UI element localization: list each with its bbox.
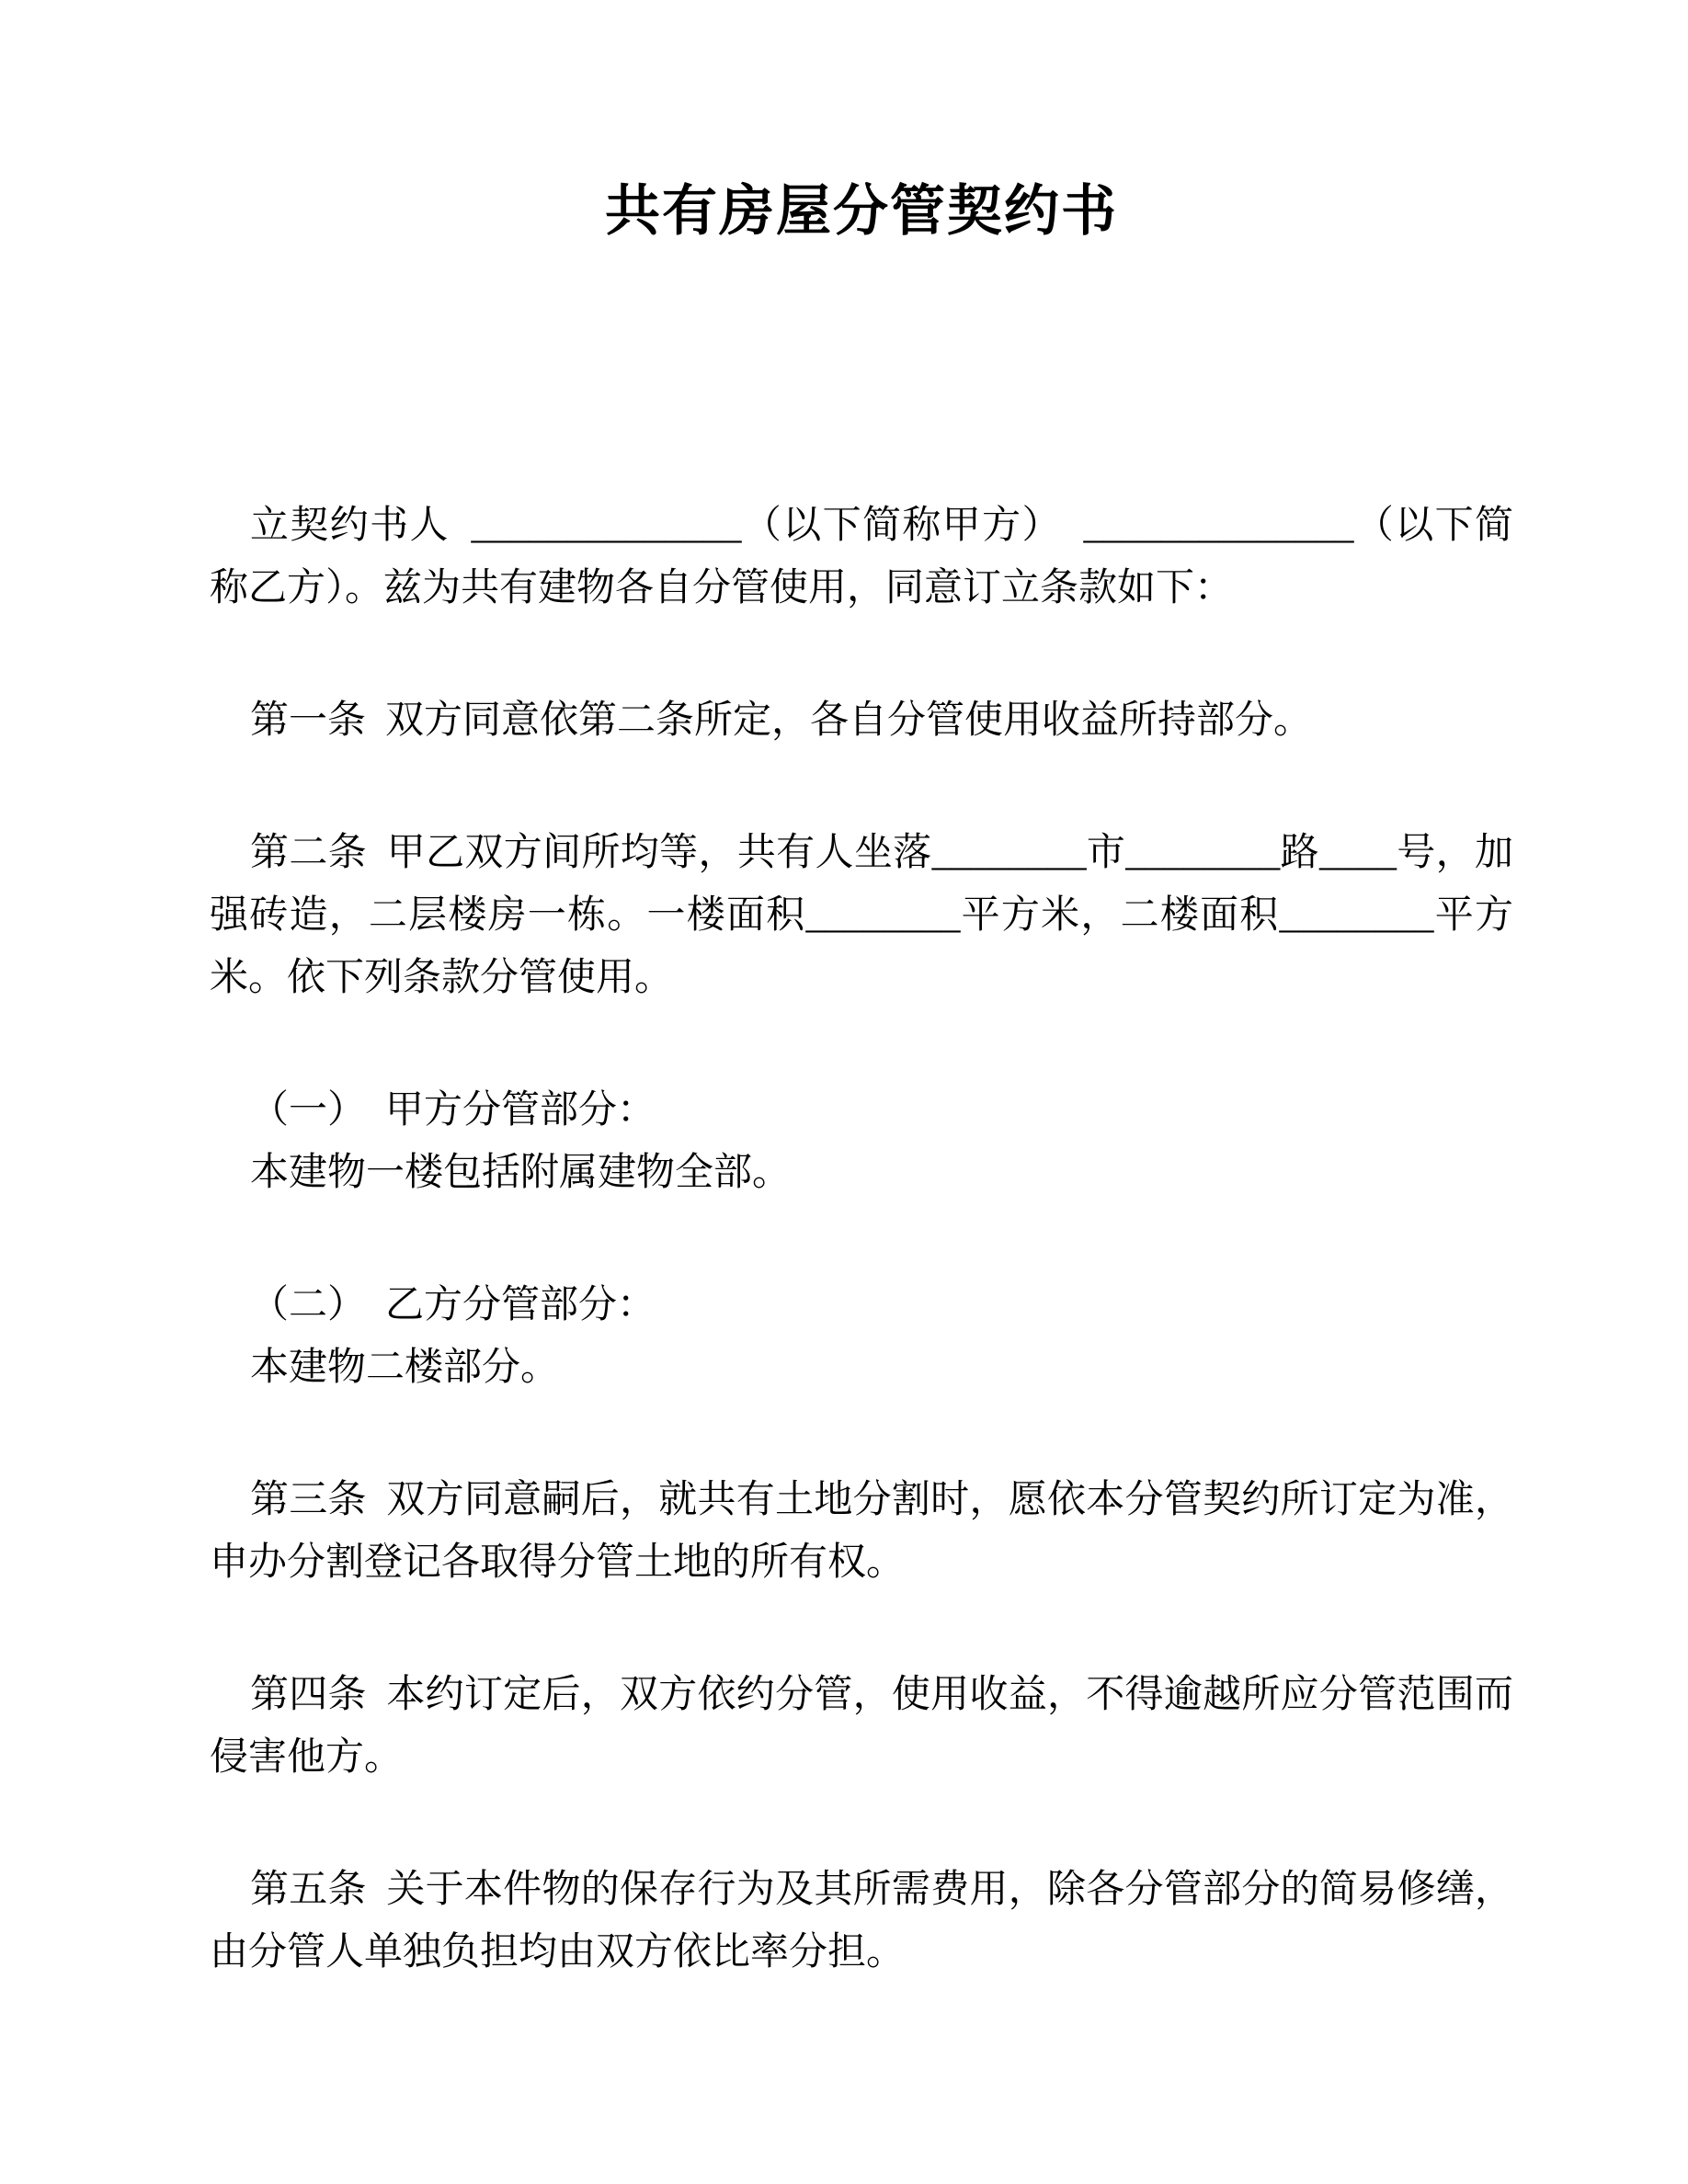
item-2-heading: （二） 乙方分管部分： xyxy=(250,1284,656,1326)
item-1-heading: （一） 甲方分管部分： xyxy=(250,1089,656,1132)
article-5: 第五条 关于本件物的保存行为及其所需费用，除各分管部分的简易修缮，由分管人单独负担均由双方依比率分担。 xyxy=(210,1869,1513,1974)
article-4: 第四条 本约订定后，双方依约分管，使用收益，不得逾越所应分管范围而侵害他方。 xyxy=(210,1674,1513,1779)
article-1: 第一条 双方同意依第二条所定，各自分管使用收益所持部分。 xyxy=(250,700,1313,742)
intro-paragraph: 立契约书人 ______________（以下简称甲方） ______________（以下简称乙方）。兹为共有建物各自分管使用，同意订立条款如下： xyxy=(210,505,1513,609)
item-1-body: 本建物一楼包括附属建物全部。 xyxy=(250,1152,792,1194)
document-title: 共有房屋分管契约书 xyxy=(605,180,1118,242)
article-3: 第三条 双方同意嗣后，就共有土地分割时，愿依本分管契约所订定为准，申办分割登记各取得分管土地的所有权。 xyxy=(210,1479,1513,1584)
article-2: 第二条 甲乙双方间所均等，共有人坐落________市________路____号，加强砖造，二层楼房一栋。一楼面积________平方米，二楼面积________平方米。依下列条款分管使用。 xyxy=(210,832,1513,999)
item-2-body: 本建物二楼部分。 xyxy=(250,1347,560,1389)
